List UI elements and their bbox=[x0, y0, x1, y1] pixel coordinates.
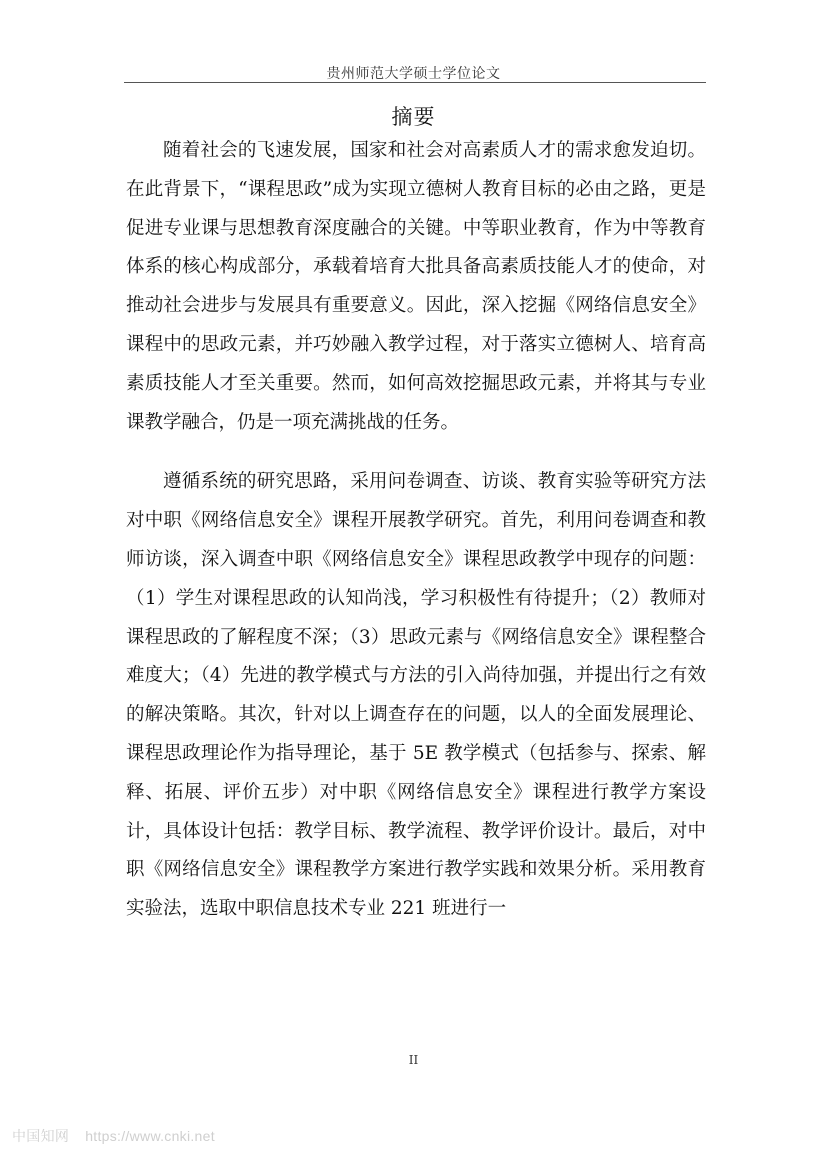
cnki-watermark bbox=[12, 1126, 215, 1146]
abstract-body bbox=[126, 132, 706, 929]
page-number: II bbox=[408, 1053, 419, 1067]
watermark-url: https://www.cnki.net bbox=[85, 1128, 215, 1144]
abstract-paragraph-1: 随着社会的飞速发展，国家和社会对高素质人才的需求愈发迫切。在此背景下，“课程思政”成为实现立德树人教育目标的必由之路，更是促进专业课与思想教育深度融合的关键。中等职业教育，作为中等教育体系的核心构成部分，承载着培育大批具备高素质技能人才的使命，对推动社会进步与发展具有重要意义。因此，深入挖掘《网络信息安全》课程中的思政元素，并巧妙融入教学过程，对于落实立德树人、培育高素质技能人才至关重要。然而，如何高效挖掘思政元素，并将其与专业课教学融合，仍是一项充满挑战的任务。 bbox=[126, 140, 706, 433]
watermark-brand: 中国知网 bbox=[12, 1128, 70, 1144]
abstract-paragraph-2: 遵循系统的研究思路，采用问卷调查、访谈、教育实验等研究方法对中职《网络信息安全》课程开展教学研究。首先，利用问卷调查和教师访谈，深入调查中职《网络信息安全》课程思政教学中现存的问题：（1）学生对课程思政的认知尚浅，学习积极性有待提升；（2）教师对课程思政的了解程度不深；（3）思政元素与《网络信息安全》课程整合难度大；（4）先进的教学模式与方法的引入尚待加强，并提出行之有效的解决策略。其次，针对以上调查存在的问题，以人的全面发展理论、课程思政理论作为指导理论，基于 5E 教学模式（包括参与、探索、解释、拓展、评价五步）对中职《网络信息安全》课程进行教学方案设计，具体设计包括：教学目标、教学流程、教学评价设计。最后，对中职《网络信息安全》课程教学方案进行教学实践和效果分析。采用教育实验法，选取中职信息技术专业 221 班进行一 bbox=[126, 471, 706, 920]
section-title: 摘要 bbox=[391, 105, 436, 129]
header-divider bbox=[124, 82, 706, 83]
running-header: 贵州师范大学硕士学位论文 bbox=[326, 66, 501, 82]
